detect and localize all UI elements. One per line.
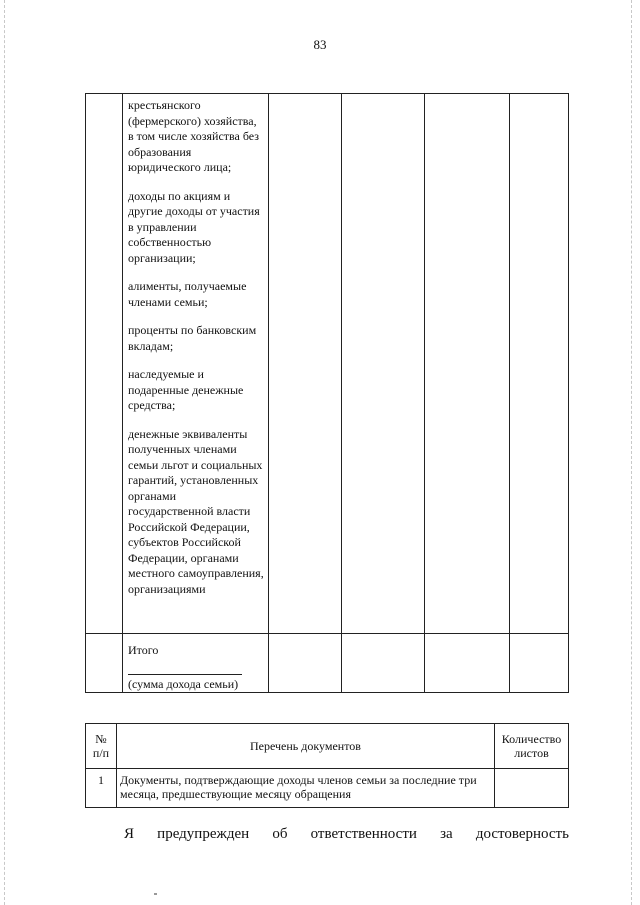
income-table [85,93,569,693]
income-item: доходы по акциям и другие доходы от участия в управлении собственностью организации; [128,188,260,265]
closing-word: достоверность [475,826,569,842]
value-cell [342,634,425,693]
total-fill-line [128,674,242,675]
closing-word: за [440,826,453,842]
row-sheets [495,769,569,808]
row-number: 1 [86,769,117,808]
closing-word: об [272,826,288,842]
total-cell [123,634,269,693]
row-number-cell [86,94,123,634]
margin-mark [154,893,157,895]
value-cell [269,94,342,634]
page-edge-left [4,0,5,905]
value-cell [342,94,425,634]
table-row [86,769,569,808]
value-cell [425,634,510,693]
header-title: Перечень документов [117,724,495,769]
closing-word: Я [124,826,135,842]
closing-statement [124,826,569,843]
total-row [86,634,569,693]
documents-header-row [86,724,569,769]
total-label: Итого [128,643,159,657]
header-sheets: Количество листов [495,724,569,769]
page-number: 83 [313,37,327,52]
closing-word: ответственности [310,826,417,842]
closing-word: предупрежден [157,826,250,842]
income-item: крестьянского (фермерского) хозяйства, в том числе хозяйства без образования юридического лица; [128,98,260,174]
page-edge-right [631,0,632,905]
value-cell [425,94,510,634]
value-cell [269,634,342,693]
header-number: № п/п [86,724,117,769]
income-description-cell [123,94,269,634]
row-title: Документы, подтверждающие доходы членов семьи за последние три месяца, предшествующие месяцу обращения [117,769,495,808]
income-items-row [86,94,569,634]
row-number-cell [86,634,123,693]
income-item: алименты, получаемые членами семьи; [128,279,247,309]
documents-table [85,723,569,808]
total-sublabel: (сумма дохода семьи) [128,677,239,691]
value-cell [510,634,569,693]
income-item: наследуемые и подаренные денежные средства; [128,367,244,412]
income-item: проценты по банковским вкладам; [128,323,257,353]
income-item: денежные эквиваленты полученных членами семьи льгот и социальных гарантий, установленных органами государственной власти Российской Федерации, субъектов Российской Федерации, органами местного самоуправления, организациями [128,426,264,596]
value-cell [510,94,569,634]
